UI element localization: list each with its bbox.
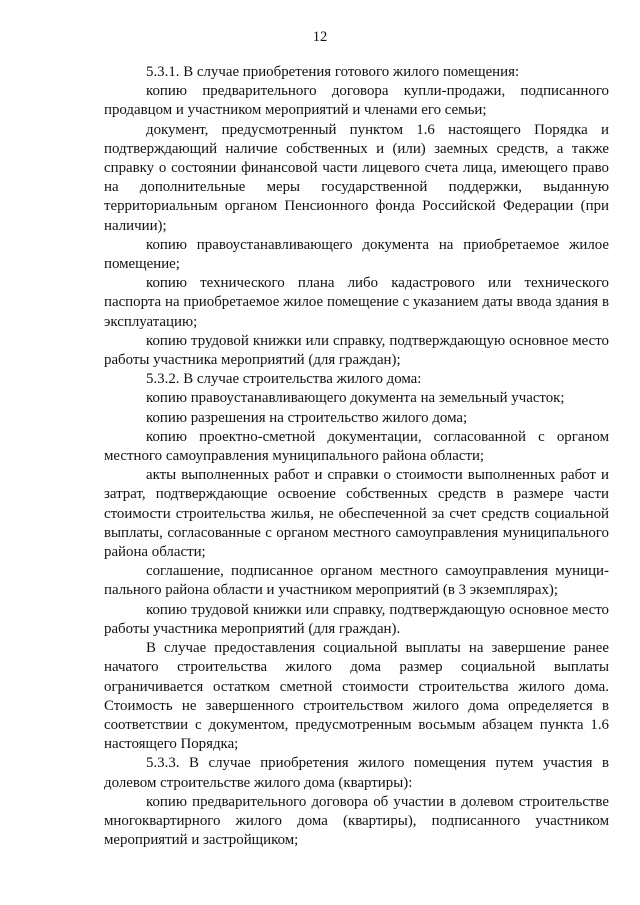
paragraph: акты выполненных работ и справки о стоимости выполненных работ и затрат, подтверждающие освоение собственных средств в размере части стоимости строительства жилья, не обеспеченной за счет средств социальной выплаты, согласованные с органом местного самоуправления муниципального района области;	[104, 467, 609, 561]
paragraph-5-3-1-heading: 5.3.1. В случае приобретения готового жилого помещения:	[146, 64, 520, 80]
paragraph-5-3-3-heading: 5.3.3. В случае приобретения жилого помещения путем участия в долевом строительстве жилого дома (квартиры):	[104, 755, 609, 791]
paragraph: копию предварительного договора купли-продажи, подписанного продавцом и участником мероприятий и членами его семьи;	[104, 83, 609, 119]
paragraph: документ, предусмотренный пунктом 1.6 настоящего Порядка и подтверждающий наличие собственных и (или) заемных средств, а также справку о состоянии финансовой части лицевого счета лица, имеющего право на дополнительные меры государственной поддержки, выданную территориальным органом Пенсионного фонда Российской Федерации (при наличии);	[104, 121, 609, 234]
paragraph: В случае предоставления социальной выплаты на завершение ранее начатого строительства жилого дома размер социальной выплаты ограничивается остатком сметной стоимости строительства жилого дома. Стоимость не завершенного строительством жилого дома определяется в соответствии с документом, предусмотренным восьмым абзацем пункта 1.6 настоящего Порядка;	[104, 640, 609, 753]
paragraph: копию технического плана либо кадастрового или технического паспорта на приобретаемое жилое помещение с указанием даты ввода здания в эксплуатацию;	[104, 275, 609, 330]
paragraph: копию правоустанавливающего документа на приобретаемое жилое помещение;	[104, 236, 609, 273]
paragraph: копию предварительного договора об участии в долевом строительстве многоквартирного жилого дома (квартиры), подписанного участником мероприятий и застройщиком;	[104, 793, 609, 849]
paragraph-5-3-2-heading: 5.3.2. В случае строительства жилого дома:	[146, 371, 422, 388]
paragraph: копию трудовой книжки или справку, подтверждающую основное место работы участника мероприятий (для граждан).	[104, 601, 609, 637]
paragraph: копию правоустанавливающего документа на земельный участок;	[146, 390, 565, 407]
paragraph: соглашение, подписанное органом местного самоуправления муниципального района области и участником мероприятий (в 3 экземплярах);	[104, 563, 609, 599]
paragraph: копию трудовой книжки или справку, подтверждающую основное место работы участника мероприятий (для граждан);	[104, 332, 609, 369]
paragraph: копию разрешения на строительство жилого дома;	[146, 409, 468, 426]
page-number: 12	[312, 29, 328, 45]
paragraph: копию проектно-сметной документации, согласованной с органом местного самоуправления муниципального района области;	[104, 428, 609, 465]
document-body	[104, 63, 609, 850]
